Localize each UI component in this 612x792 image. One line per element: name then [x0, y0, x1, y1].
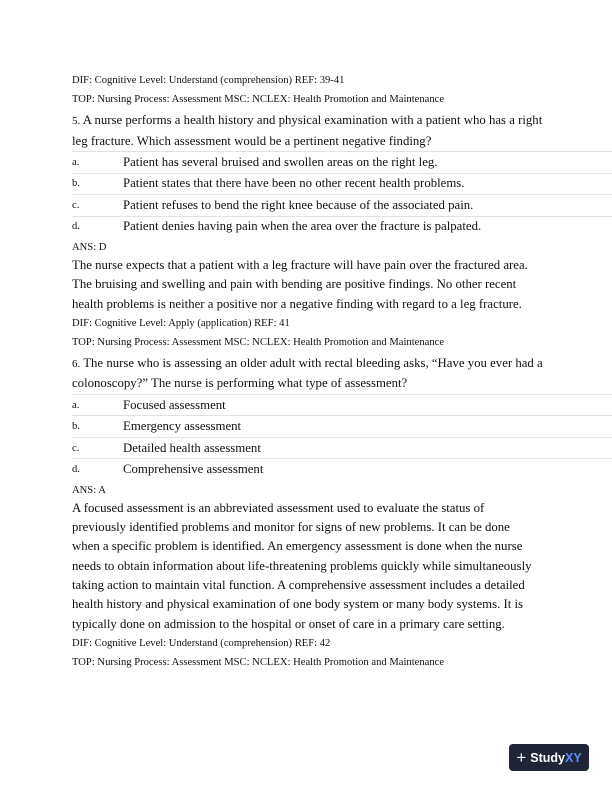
option-row — [72, 394, 612, 417]
question-6-options — [72, 394, 612, 480]
option-letter: d. — [72, 221, 80, 233]
question-6-rationale: A focused assessment is an abbreviated assessment used to evaluate the status of previously identified problems and monitor for signs of new problems. It can be done when a specific problem is identified. An emergency assessment is done when the nurse needs to obtain information about life-threatening problems quickly while simultaneously taking action to maintain vital function. A comprehensive assessment includes a detailed health history and physical examination of one body system or many body systems. It is typically done on admission to the hospital or onset of care in a primary care setting. — [72, 500, 532, 631]
option-row — [72, 195, 612, 217]
option-row — [72, 174, 612, 196]
option-row — [72, 438, 612, 460]
option-row — [72, 217, 612, 238]
studyxy-logo[interactable] — [509, 744, 589, 771]
q4-dif-line: DIF: Cognitive Level: Understand (comprehension) REF: 39-41 — [72, 75, 345, 86]
question-5-stem-text: A nurse performs a health history and physical examination with a patient who has a right leg fracture. Which assessment would be a pertinent negative finding? — [72, 113, 543, 148]
option-text: Emergency assessment — [123, 419, 242, 434]
option-row — [72, 416, 612, 438]
option-row — [72, 459, 612, 480]
option-row — [72, 151, 612, 174]
question-5-stem — [72, 111, 612, 151]
question-5-top-line: TOP: Nursing Process: Assessment MSC: NCLEX: Health Promotion and Maintenance — [72, 336, 445, 348]
question-6-stem-text: The nurse who is assessing an older adult with rectal bleeding asks, “Have you ever had a colonoscopy?” The nurse is performing what type of assessment? — [72, 355, 543, 391]
option-letter: c. — [72, 442, 80, 454]
option-letter: a. — [72, 399, 80, 411]
question-6-answer: ANS: A — [72, 484, 106, 496]
brand-name: StudyXY — [530, 750, 582, 765]
option-text: Patient denies having pain when the area over the fracture is palpated. — [123, 219, 482, 234]
question-5-rationale: The nurse expects that a patient with a leg fracture will have pain over the fractured area. The bruising and swelling and pain with bending are positive findings. No other recent health problems is neither a positive nor a negative finding with regard to a leg fracture. — [72, 258, 528, 311]
option-letter: b. — [72, 178, 80, 190]
option-text: Focused assessment — [123, 397, 226, 412]
question-5-options — [72, 151, 612, 237]
option-text: Patient states that there have been no other recent health problems. — [123, 176, 465, 191]
question-6-dif-line: DIF: Cognitive Level: Understand (comprehension) REF: 42 — [72, 637, 331, 649]
option-text: Comprehensive assessment — [123, 462, 264, 477]
option-text: Detailed health assessment — [123, 440, 261, 455]
option-letter: d. — [72, 464, 80, 476]
option-text: Patient refuses to bend the right knee because of the associated pain. — [123, 197, 474, 212]
option-letter: a. — [72, 156, 80, 168]
plus-icon: + — [516, 748, 527, 767]
document-body — [72, 74, 612, 675]
question-6-stem — [72, 354, 612, 394]
question-6-number: 6. — [72, 357, 81, 370]
question-6 — [72, 354, 612, 670]
question-5-answer: ANS: D — [72, 242, 107, 253]
question-5-dif-line: DIF: Cognitive Level: Apply (application) REF: 41 — [72, 317, 290, 329]
option-letter: c. — [72, 199, 80, 211]
q4-top-line: TOP: Nursing Process: Assessment MSC: NCLEX: Health Promotion and Maintenance — [72, 94, 445, 105]
option-text: Patient has several bruised and swollen areas on the right leg. — [123, 154, 438, 169]
question-6-top-line: TOP: Nursing Process: Assessment MSC: NCLEX: Health Promotion and Maintenance — [72, 656, 445, 668]
question-5 — [72, 111, 612, 350]
option-letter: b. — [72, 421, 80, 433]
question-5-number: 5. — [72, 115, 81, 127]
